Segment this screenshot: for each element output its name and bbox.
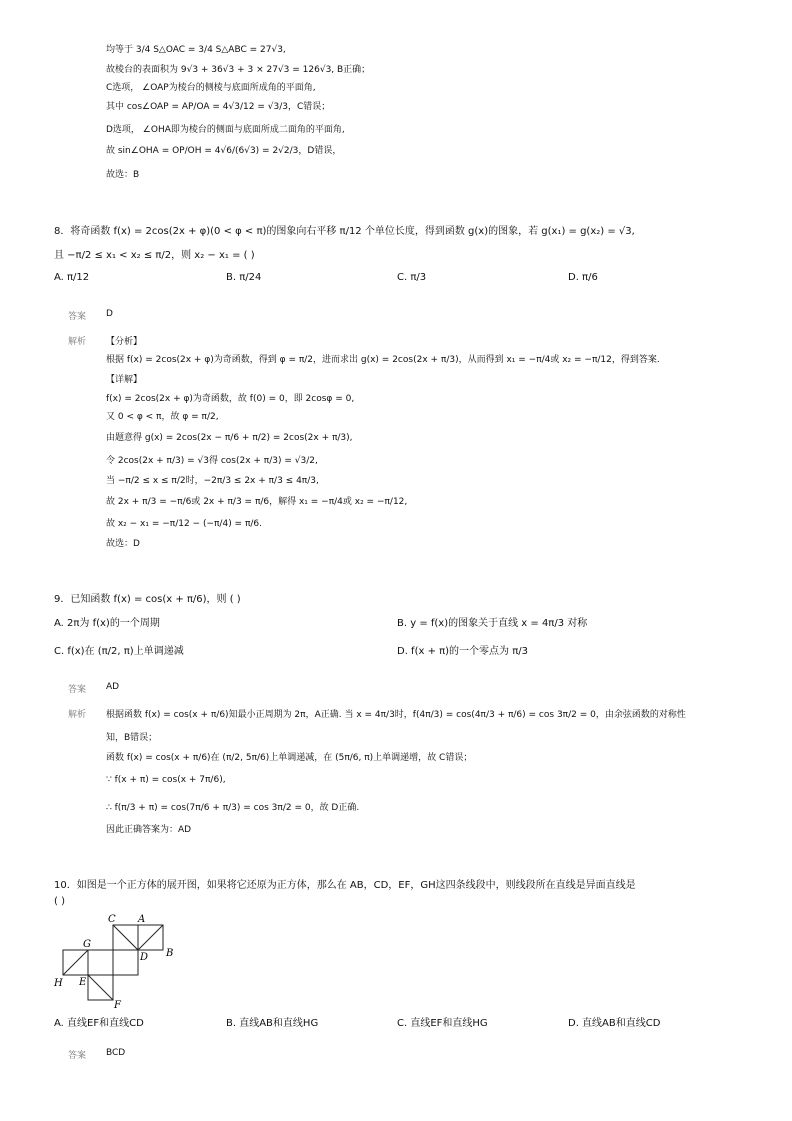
solution-line: D选项， ∠OHA即为棱台的侧面与底面所成二面角的平面角, bbox=[106, 125, 345, 135]
question-10-stem: 10．如图是一个正方体的展开图，如果将它还原为正方体，那么在 AB，CD，EF，GH这四条线段中，则线段所在直线是异面直线是 bbox=[54, 880, 636, 891]
question-8-option-b: B. π/24 bbox=[226, 272, 262, 283]
question-8-option-d: D. π/6 bbox=[568, 272, 598, 283]
analysis-line: 【分析】 bbox=[106, 337, 143, 347]
question-9-option-a: A. 2π为 f(x)的一个周期 bbox=[54, 618, 160, 629]
analysis-line: ∵ f(x + π) = cos(x + 7π/6), bbox=[106, 775, 226, 785]
question-9-option-d: D. f(x + π)的一个零点为 π/3 bbox=[397, 646, 528, 657]
label-a: A bbox=[138, 914, 146, 925]
analysis-line: 当 −π/2 ≤ x ≤ π/2时，−2π/3 ≤ 2x + π/3 ≤ 4π/3, bbox=[106, 476, 319, 486]
segment-hg bbox=[63, 950, 88, 975]
solution-line: 其中 cos∠OAP = AP/OA = 4√3/12 = √3/3，C错误； bbox=[106, 102, 331, 112]
question-8-stem: 8．将奇函数 f(x) = 2cos(2x + φ)(0 < φ < π)的图象向右平移 π/12 个单位长度，得到函数 g(x)的图象，若 g(x₁) = g(x₂) = √3, bbox=[54, 226, 635, 237]
answer-label: 答案 bbox=[68, 685, 87, 695]
analysis-line: 【详解】 bbox=[106, 375, 143, 385]
analysis-line: 函数 f(x) = cos(x + π/6)在 (π/2, 5π/6)上单调递减，在 (5π/6, π)上单调递增，故 C错误； bbox=[106, 753, 473, 763]
analysis-line: 又 0 < φ < π，故 φ = π/2, bbox=[106, 412, 219, 422]
question-8-option-c: C. π/3 bbox=[397, 272, 427, 283]
label-d: D bbox=[140, 952, 149, 963]
label-c: C bbox=[108, 914, 116, 925]
analysis-line: 故 x₂ − x₁ = −π/12 − (−π/4) = π/6. bbox=[106, 519, 263, 529]
question-9-stem: 9．已知函数 f(x) = cos(x + π/6)，则 ( ) bbox=[54, 594, 241, 605]
answer-value: BCD bbox=[106, 1048, 126, 1058]
question-9-option-b: B. y = f(x)的图象关于直线 x = 4π/3 对称 bbox=[397, 618, 588, 629]
analysis-line: 故 2x + π/3 = −π/6或 2x + π/3 = π/6，解得 x₁ = −π/4或 x₂ = −π/12, bbox=[106, 497, 408, 507]
question-9-option-c: C. f(x)在 (π/2, π)上单调递减 bbox=[54, 646, 184, 657]
label-e: E bbox=[79, 977, 87, 988]
question-10-option-b: B. 直线AB和直线HG bbox=[226, 1018, 319, 1029]
question-8-option-a: A. π/12 bbox=[54, 272, 90, 283]
cube-net-figure bbox=[50, 910, 185, 1010]
analysis-line: 故选：D bbox=[106, 539, 140, 549]
solution-line: 故棱台的表面积为 9√3 + 36√3 + 3 × 27√3 = 126√3, B正确； bbox=[106, 65, 371, 75]
analysis-line: 根据 f(x) = 2cos(2x + φ)为奇函数，得到 φ = π/2，进而求出 g(x) = 2cos(2x + π/3)，从而得到 x₁ = −π/4或 x₂ = −π/12，得到答案. bbox=[106, 355, 660, 365]
analysis-label: 解析 bbox=[68, 337, 87, 347]
label-f: F bbox=[114, 1000, 121, 1010]
question-10-stem-cont: ( ) bbox=[54, 896, 65, 907]
analysis-line: ∴ f(π/3 + π) = cos(7π/6 + π/3) = cos 3π/2 = 0，故 D正确. bbox=[106, 803, 360, 813]
question-10-option-c: C. 直线EF和直线HG bbox=[397, 1018, 488, 1029]
question-10-option-d: D. 直线AB和直线CD bbox=[568, 1018, 661, 1029]
net-square bbox=[113, 950, 138, 975]
analysis-line: 根据函数 f(x) = cos(x + π/6)知最小正周期为 2π，A正确. 当 x = 4π/3时，f(4π/3) = cos(4π/3 + π/6) = cos 3π/2 = 0，由余弦函数的对称性 bbox=[106, 710, 686, 720]
analysis-line: 令 2cos(2x + π/3) = √3得 cos(2x + π/3) = √3/2, bbox=[106, 456, 318, 466]
answer-value: AD bbox=[106, 682, 120, 692]
solution-line: 均等于 3/4 S△OAC = 3/4 S△ABC = 27√3, bbox=[106, 45, 286, 55]
answer-label: 答案 bbox=[68, 312, 87, 322]
analysis-line: 因此正确答案为：AD bbox=[106, 825, 192, 835]
question-10-option-a: A. 直线EF和直线CD bbox=[54, 1018, 144, 1029]
analysis-line: f(x) = 2cos(2x + φ)为奇函数，故 f(0) = 0，即 2cosφ = 0, bbox=[106, 394, 355, 404]
label-b: B bbox=[166, 948, 174, 959]
segment-ef bbox=[88, 975, 113, 1000]
segment-cd bbox=[113, 925, 138, 950]
label-h: H bbox=[54, 978, 63, 989]
solution-line: C选项， ∠OAP为棱台的侧棱与底面所成角的平面角, bbox=[106, 83, 316, 93]
label-g: G bbox=[83, 939, 91, 950]
analysis-line: 知，B错误； bbox=[106, 733, 158, 743]
answer-label: 答案 bbox=[68, 1051, 87, 1061]
solution-line: 故 sin∠OHA = OP/OH = 4√6/(6√3) = 2√2/3，D错误， bbox=[106, 146, 342, 156]
analysis-line: 由题意得 g(x) = 2cos(2x − π/6 + π/2) = 2cos(2x + π/3), bbox=[106, 433, 353, 443]
question-8-stem-cont: 且 −π/2 ≤ x₁ < x₂ ≤ π/2，则 x₂ − x₁ = ( ) bbox=[54, 250, 255, 261]
solution-line: 故选：B bbox=[106, 170, 140, 180]
answer-value: D bbox=[106, 309, 113, 319]
net-square bbox=[88, 950, 113, 975]
segment-ab bbox=[138, 925, 163, 950]
analysis-label: 解析 bbox=[68, 710, 87, 720]
